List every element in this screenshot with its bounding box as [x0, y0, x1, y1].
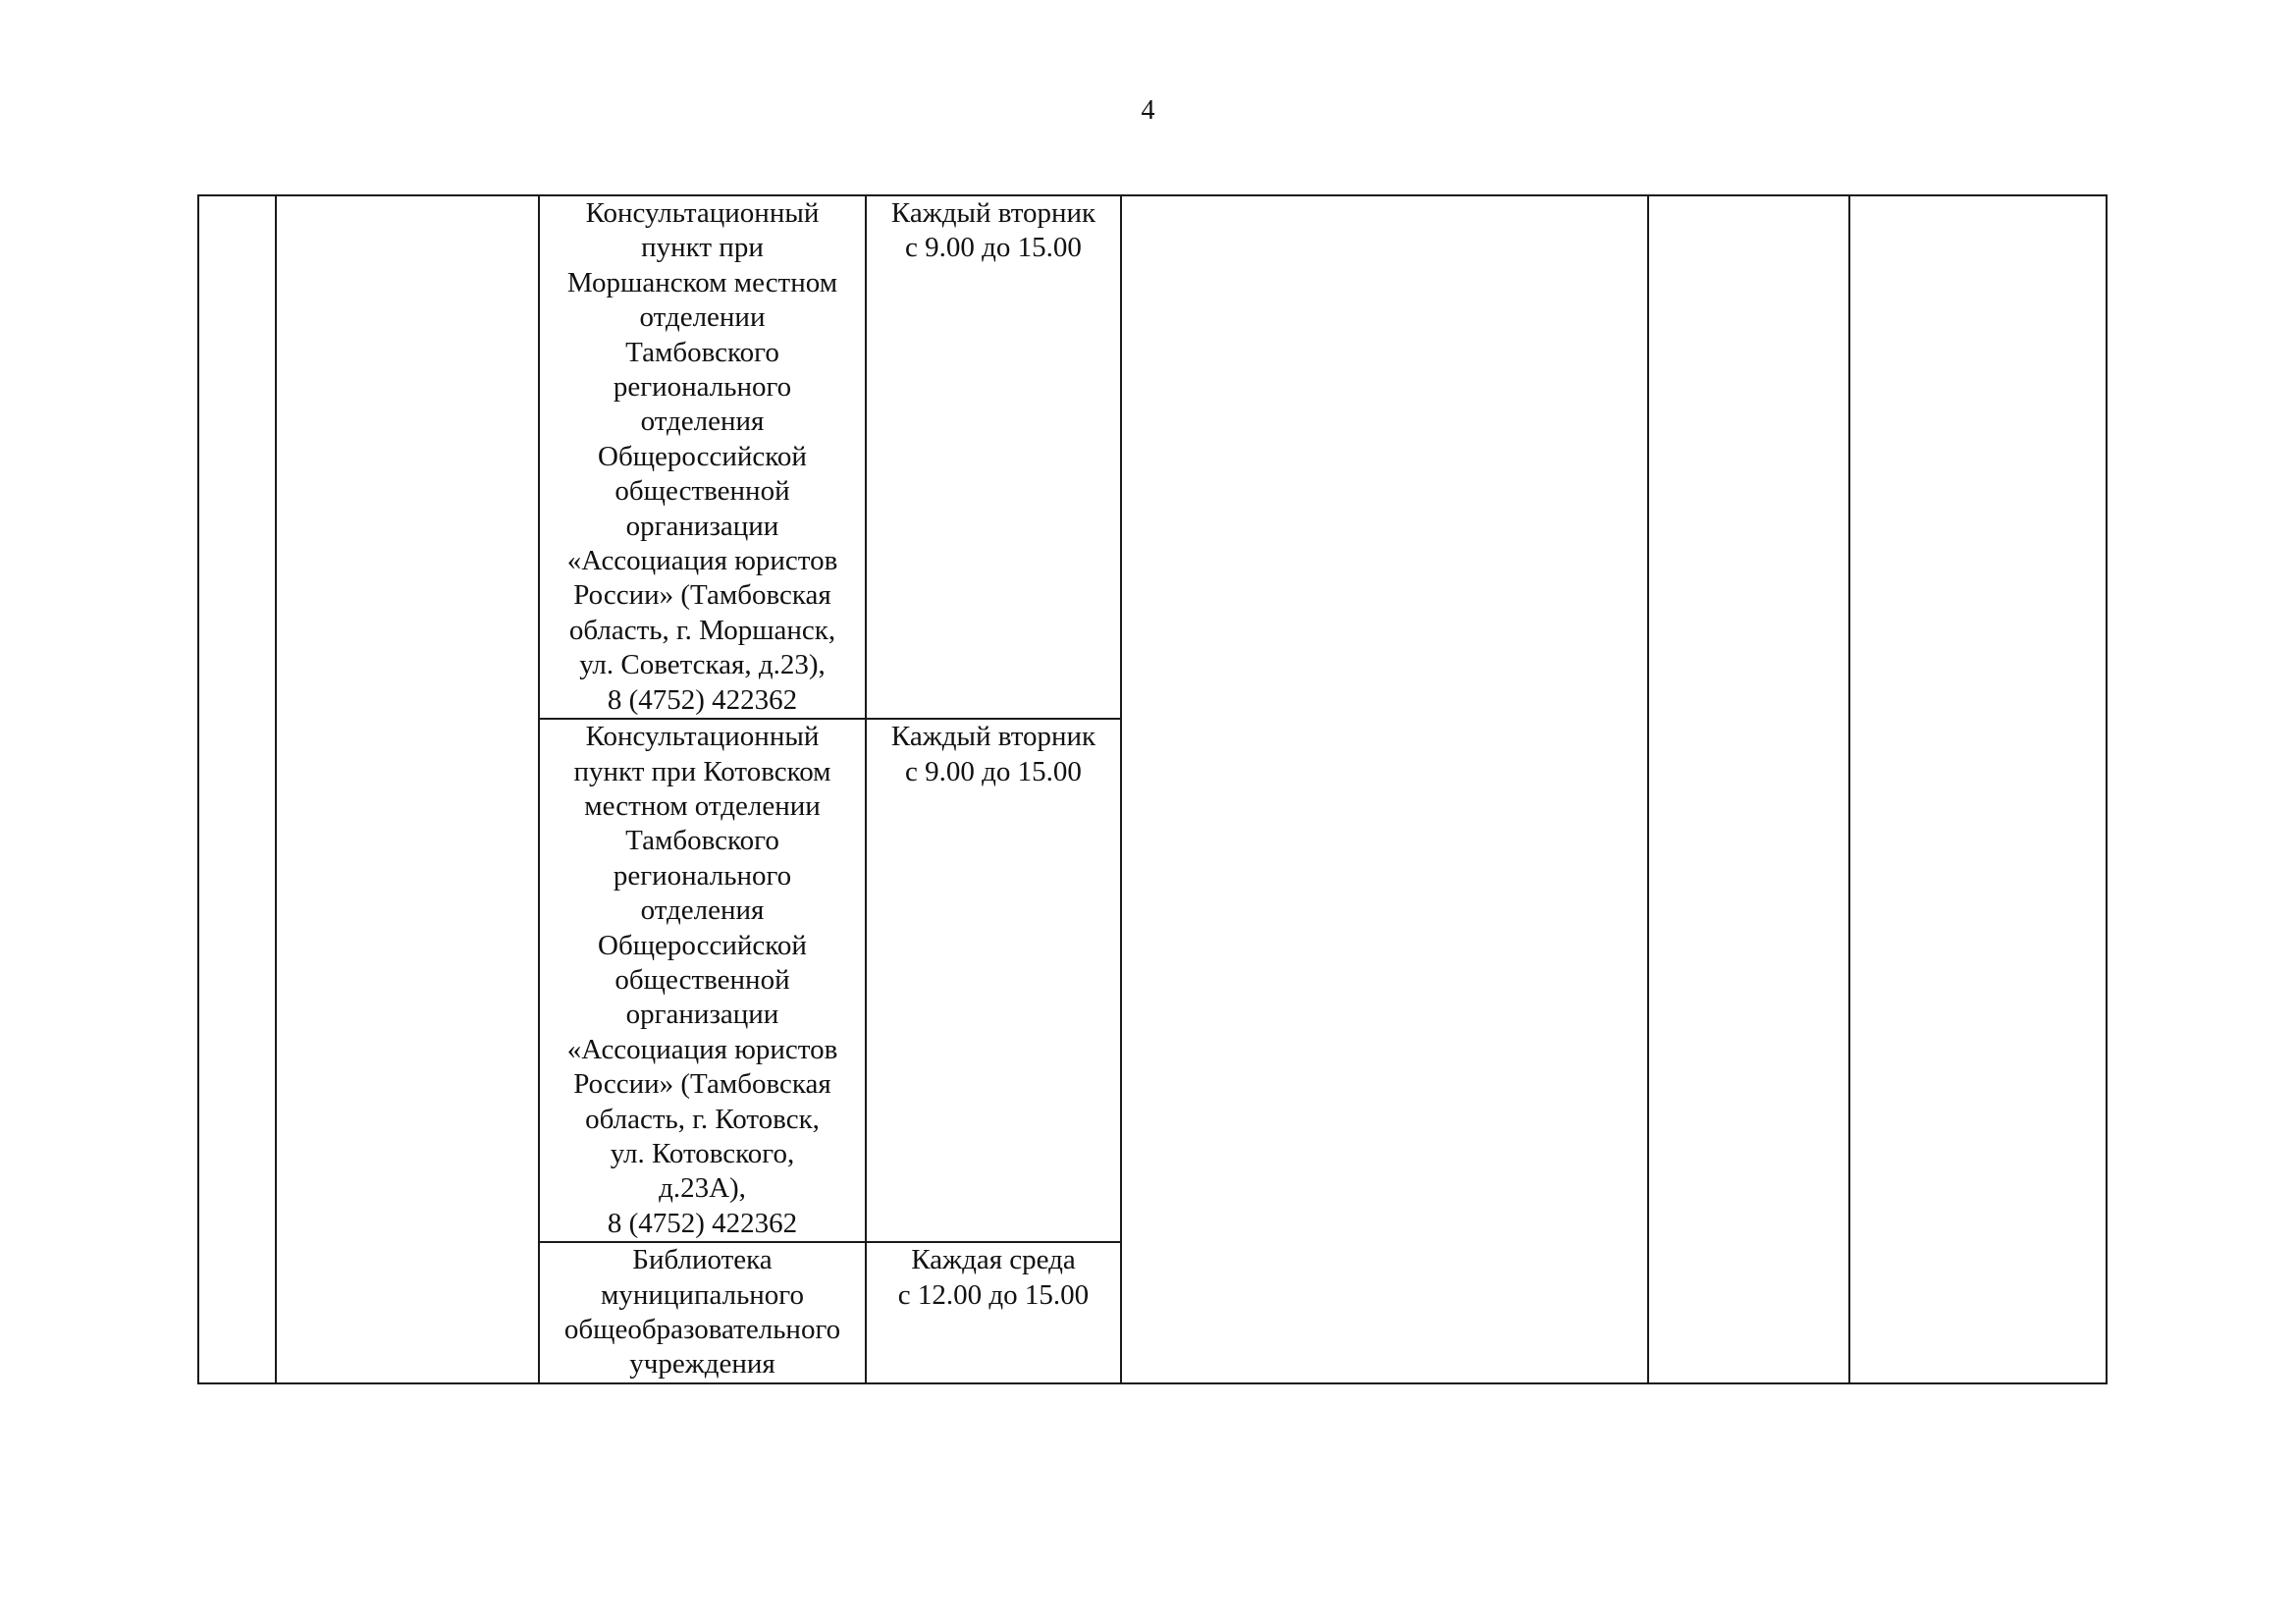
place-line: Консультационный: [585, 721, 820, 753]
page-number: 4: [1141, 95, 1155, 126]
place-line: отделения: [640, 894, 765, 927]
empty-cell-col2: [276, 195, 539, 1383]
place-line: д.23А),: [659, 1172, 746, 1205]
place-line: Моршанском местном: [566, 266, 838, 298]
place-line: пункт при: [641, 232, 764, 264]
place-line: Консультационный: [585, 197, 820, 229]
place-cell: [539, 719, 866, 1242]
place-line: пункт при Котовском: [573, 755, 831, 787]
place-line: ул. Советская, д.23),: [579, 649, 826, 681]
place-line: местном отделении: [584, 789, 821, 822]
place-line: область, г. Котовск,: [585, 1103, 820, 1135]
place-line: область, г. Моршанск,: [568, 614, 836, 646]
place-line: регионального: [613, 859, 792, 892]
place-line: Общероссийской: [598, 440, 807, 472]
table-row: [198, 195, 2107, 719]
place-line: общеобразовательного: [563, 1314, 841, 1345]
place-line: отделении: [639, 301, 766, 334]
place-line: 8 (4752) 422362: [607, 1207, 798, 1239]
place-line: России» (Тамбовская: [573, 579, 831, 612]
document-table: [197, 194, 2108, 1384]
place-line: ул. Котовского,: [610, 1137, 795, 1169]
place-line: отделения: [640, 406, 765, 438]
place-line: Тамбовского: [625, 825, 779, 857]
place-line: «Ассоциация юристов: [566, 545, 838, 577]
place-line: регионального: [613, 371, 792, 404]
place-line: Библиотека: [632, 1244, 773, 1276]
place-line: Общероссийской: [598, 929, 807, 961]
place-cell: [539, 195, 866, 719]
place-line: организации: [625, 999, 779, 1031]
place-line: «Ассоциация юристов: [566, 1033, 838, 1065]
place-line: Тамбовского: [625, 336, 779, 368]
schedule-line: Каждый вторник: [890, 197, 1096, 229]
empty-cell-col6: [1648, 195, 1849, 1383]
empty-cell-col1: [198, 195, 276, 1383]
schedule-cell: [866, 1242, 1121, 1383]
empty-cell-col7: [1849, 195, 2107, 1383]
place-line: России» (Тамбовская: [573, 1068, 831, 1101]
schedule-line: Каждая среда: [911, 1244, 1076, 1276]
schedule-line: Каждый вторник: [890, 721, 1096, 753]
schedule-cell: [866, 719, 1121, 1242]
place-line: общественной: [614, 963, 790, 996]
place-line: учреждения: [629, 1348, 775, 1380]
empty-cell-col5: [1121, 195, 1648, 1383]
place-cell: [539, 1242, 866, 1383]
schedule-line: с 9.00 до 15.00: [905, 232, 1082, 264]
place-line: организации: [625, 510, 779, 542]
schedule-line: с 9.00 до 15.00: [905, 755, 1082, 787]
place-line: муниципального: [601, 1278, 804, 1311]
place-line: 8 (4752) 422362: [607, 683, 798, 716]
schedule-line: с 12.00 до 15.00: [897, 1278, 1090, 1311]
schedule-cell: [866, 195, 1121, 719]
place-line: общественной: [614, 475, 790, 508]
